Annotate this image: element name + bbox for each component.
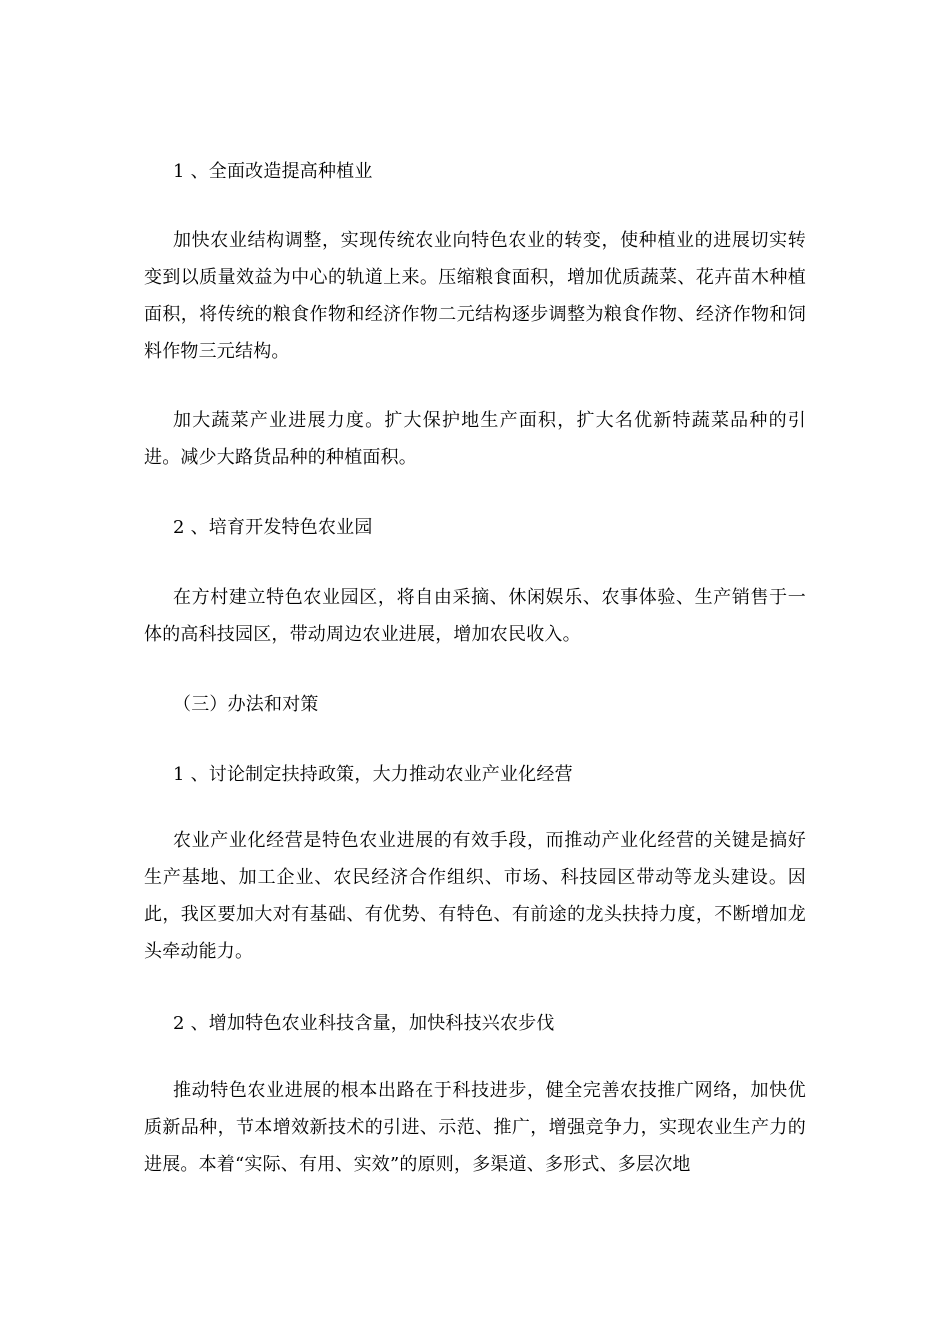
section-heading-improve-planting: 1 、全面改造提高种植业 [173, 161, 373, 182]
paragraph-technology-progress: 推动特色农业进展的根本出路在于科技进步，健全完善农技推广网络，加快优质新品种，节本增效新技术的引进、示范、推广，增强竞争力，实现农业生产力的进展。本着“实际、有用、实效”的原则，多渠道、多形式、多层次地 [144, 1080, 806, 1175]
section-heading-measures: （三）办法和对策 [173, 694, 319, 715]
paragraph-fang-village-park: 在方村建立特色农业园区，将自由采摘、休闲娱乐、农事体验、生产销售于一体的高科技园区，带动周边农业进展，增加农民收入。 [144, 587, 806, 645]
paragraph-structure-adjustment: 加快农业结构调整，实现传统农业向特色农业的转变，使种植业的进展切实转变到以质量效益为中心的轨道上来。压缩粮食面积，增加优质蔬菜、花卉苗木种植面积，将传统的粮食作物和经济作物二元结构逐步调整为粮食作物、经济作物和饲料作物三元结构。 [144, 230, 806, 362]
section-heading-support-policy: 1 、讨论制定扶持政策，大力推动农业产业化经营 [173, 764, 573, 785]
paragraph-vegetable-industry: 加大蔬菜产业进展力度。扩大保护地生产面积，扩大名优新特蔬菜品种的引进。减少大路货品种的种植面积。 [144, 410, 806, 468]
paragraph-industrialization: 农业产业化经营是特色农业进展的有效手段，而推动产业化经营的关键是搞好生产基地、加工企业、农民经济合作组织、市场、科技园区带动等龙头建设。因此，我区要加大对有基础、有优势、有特色、有前途的龙头扶持力度，不断增加龙头牵动能力。 [144, 830, 806, 962]
section-heading-technology: 2 、增加特色农业科技含量，加快科技兴农步伐 [173, 1013, 555, 1034]
section-heading-agri-park: 2 、培育开发特色农业园 [173, 517, 373, 538]
